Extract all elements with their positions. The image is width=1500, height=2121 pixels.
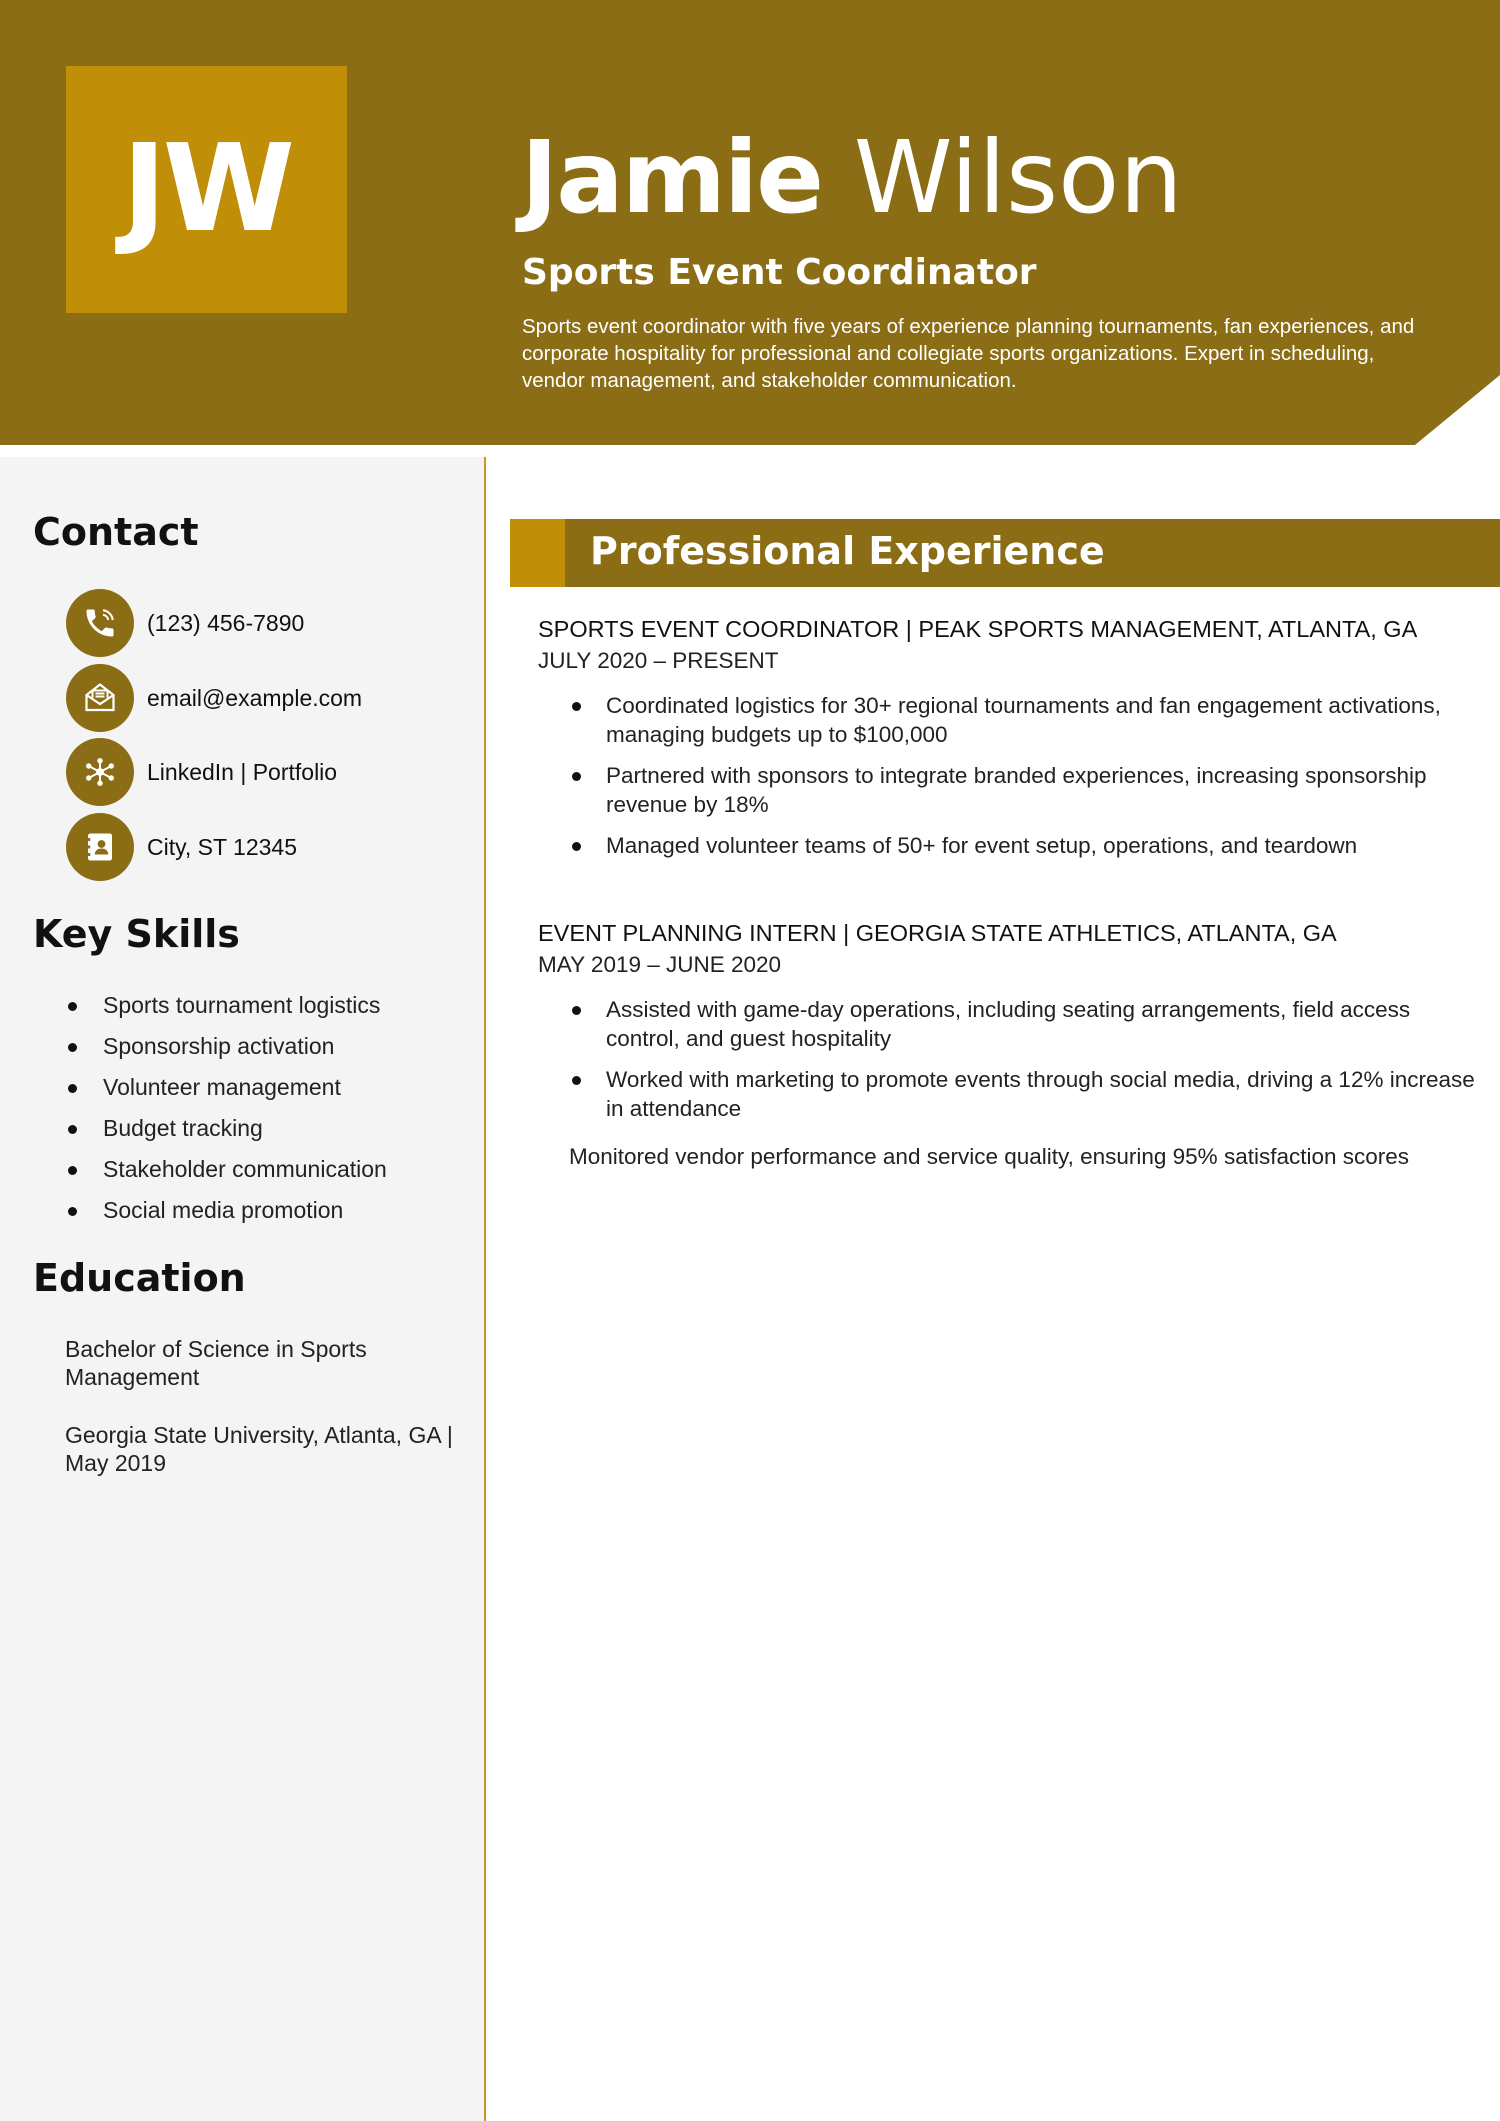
experience-heading: Professional Experience	[590, 529, 1105, 573]
skill-item: Sports tournament logistics	[66, 985, 387, 1026]
skill-item: Sponsorship activation	[66, 1026, 387, 1067]
education-heading: Education	[33, 1256, 246, 1300]
skill-item: Budget tracking	[66, 1108, 387, 1149]
skills-list	[66, 985, 387, 1231]
header-banner	[0, 0, 1500, 445]
skill-item: Volunteer management	[66, 1067, 387, 1108]
contact-phone	[66, 589, 304, 657]
phone-icon	[66, 589, 134, 657]
monogram-badge	[66, 66, 347, 313]
experience-section-header	[510, 519, 1500, 587]
skill-item: Social media promotion	[66, 1190, 387, 1231]
job-bullets	[538, 691, 1478, 860]
candidate-name	[521, 118, 1183, 238]
job-title: Sports Event Coordinator	[522, 252, 1037, 293]
job-entry	[538, 917, 1478, 1135]
education-degree: Bachelor of Science in Sports Management	[65, 1336, 367, 1390]
header-corner-cut	[1415, 375, 1500, 445]
job-role: EVENT PLANNING INTERN | GEORGIA STATE ATHLETICS, ATLANTA, GA	[538, 920, 1337, 946]
job-extra-line: Monitored vendor performance and service quality, ensuring 95% satisfaction scores	[569, 1144, 1410, 1169]
skills-heading: Key Skills	[33, 912, 240, 956]
job-bullets	[538, 995, 1478, 1123]
education-school: Georgia State University, Atlanta, GA | May 2019	[65, 1422, 453, 1476]
job-bullet: Coordinated logistics for 30+ regional tournaments and fan engagement activations, managing budgets up to $100,000	[538, 691, 1478, 749]
linkedin-portfolio-link[interactable]: LinkedIn | Portfolio	[147, 758, 338, 785]
job-entry	[538, 613, 1478, 872]
skill-item: Stakeholder communication	[66, 1149, 387, 1190]
job-role: SPORTS EVENT COORDINATOR | PEAK SPORTS MANAGEMENT, ATLANTA, GA	[538, 616, 1418, 642]
phone-text: (123) 456-7890	[147, 609, 305, 636]
monogram-text: JW	[121, 120, 291, 259]
job-dates: MAY 2019 – JUNE 2020	[538, 952, 782, 977]
contact-links	[66, 738, 337, 806]
job-bullet: Worked with marketing to promote events through social media, driving a 12% increase in attendance	[538, 1065, 1478, 1123]
address-text: City, ST 12345	[147, 833, 298, 860]
email-link[interactable]: email@example.com	[147, 684, 363, 711]
job-bullet: Partnered with sponsors to integrate branded experiences, increasing sponsorship revenue by 18%	[538, 761, 1478, 819]
profile-summary: Sports event coordinator with five years of experience planning tournaments, fan experiences, and corporate hospitality for professional and collegiate sports organizations. Expert in scheduling, vendor management, and stakeholder communication.	[522, 315, 1415, 392]
job-bullet: Managed volunteer teams of 50+ for event setup, operations, and teardown	[538, 831, 1478, 860]
contact-address	[66, 813, 297, 881]
last-name: Wilson	[853, 119, 1183, 236]
contact-heading: Contact	[33, 510, 199, 554]
job-bullet: Assisted with game-day operations, including seating arrangements, field access control, and guest hospitality	[538, 995, 1478, 1053]
first-name: Jamie	[521, 119, 822, 236]
job-dates: JULY 2020 – PRESENT	[538, 648, 779, 673]
network-icon	[66, 738, 134, 806]
section-accent-block	[510, 519, 565, 587]
contact-email	[66, 664, 362, 732]
envelope-icon	[66, 664, 134, 732]
address-book-icon	[66, 813, 134, 881]
